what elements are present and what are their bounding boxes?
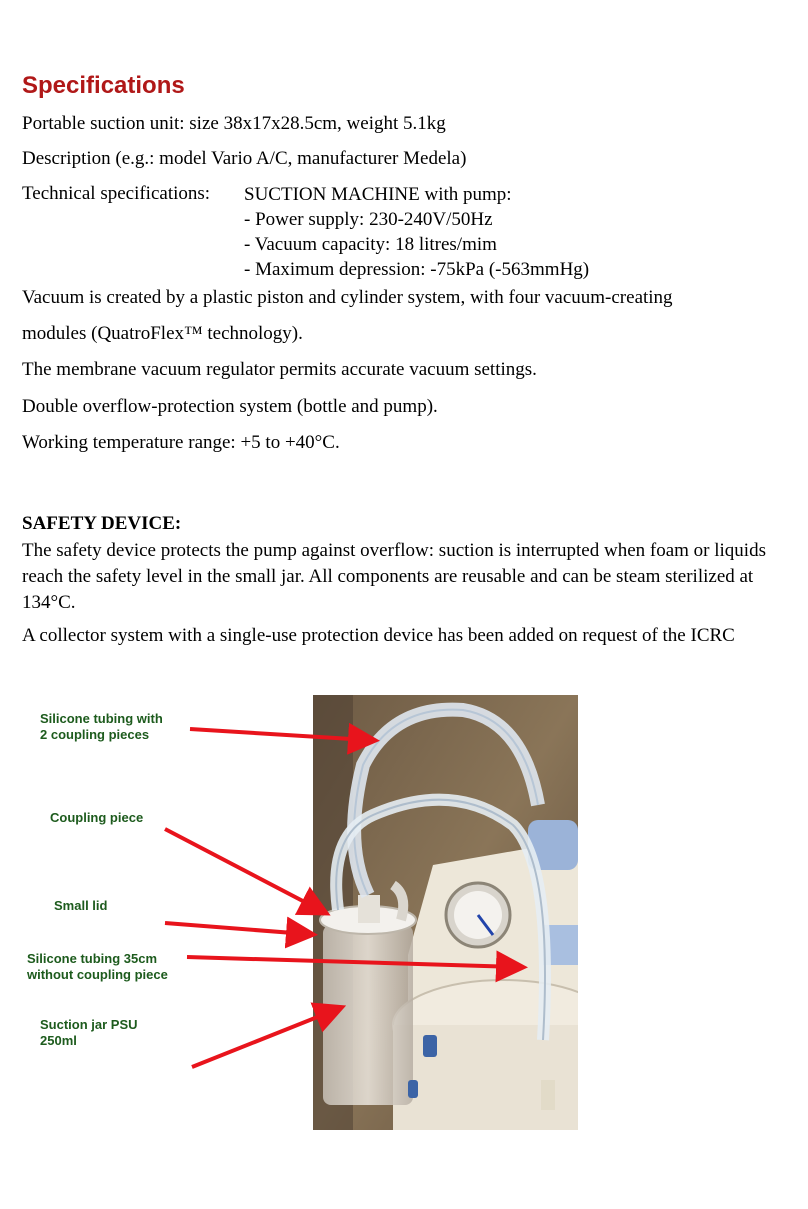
vacuum-line-2: modules (QuatroFlex™ technology). — [22, 323, 303, 344]
safety-device-paragraph: The safety device protects the pump against overflow: suction is interrupted when foam or liquids reach the safety level in the small jar. All components are reusable and can be steam sterilized at 134°C. — [22, 540, 766, 613]
technical-specifications-list — [244, 182, 589, 282]
safety-device-heading: SAFETY DEVICE: — [22, 513, 182, 534]
tech-item: - Maximum depression: -75kPa (-563mmHg) — [244, 259, 590, 280]
temperature-line: Working temperature range: +5 to +40°C. — [22, 432, 340, 453]
label-coupling-piece: Coupling piece — [50, 810, 144, 825]
description-line: Description (e.g.: model Vario A/C, manufacturer Medela) — [22, 148, 467, 169]
vacuum-line-1: Vacuum is created by a plastic piston and cylinder system, with four vacuum-creating — [22, 287, 673, 308]
tech-item: - Vacuum capacity: 18 litres/mim — [244, 234, 497, 255]
tech-item: SUCTION MACHINE with pump: — [244, 184, 512, 205]
tech-item: - Power supply: 230-240V/50Hz — [244, 209, 493, 230]
page-title: Specifications — [22, 72, 185, 99]
collector-line: A collector system with a single-use protection device has been added on request of the ICRC — [22, 625, 735, 646]
suction-unit-photo — [313, 695, 578, 1130]
overflow-line: Double overflow-protection system (bottle and pump). — [22, 396, 438, 417]
portable-unit-line: Portable suction unit: size 38x17x28.5cm, weight 5.1kg — [22, 113, 446, 134]
arrow-coupling — [165, 829, 320, 910]
label-silicone-tubing: Silicone tubing with 2 coupling pieces — [40, 711, 163, 742]
label-silicone-tubing-35cm: Silicone tubing 35cm without coupling piece — [27, 951, 168, 982]
arrow-small-lid — [165, 923, 306, 934]
label-small-lid: Small lid — [54, 898, 108, 913]
label-suction-jar: Suction jar PSU 250ml — [40, 1017, 138, 1048]
membrane-line: The membrane vacuum regulator permits accurate vacuum settings. — [22, 359, 537, 380]
technical-specifications-label: Technical specifications: — [22, 183, 211, 204]
